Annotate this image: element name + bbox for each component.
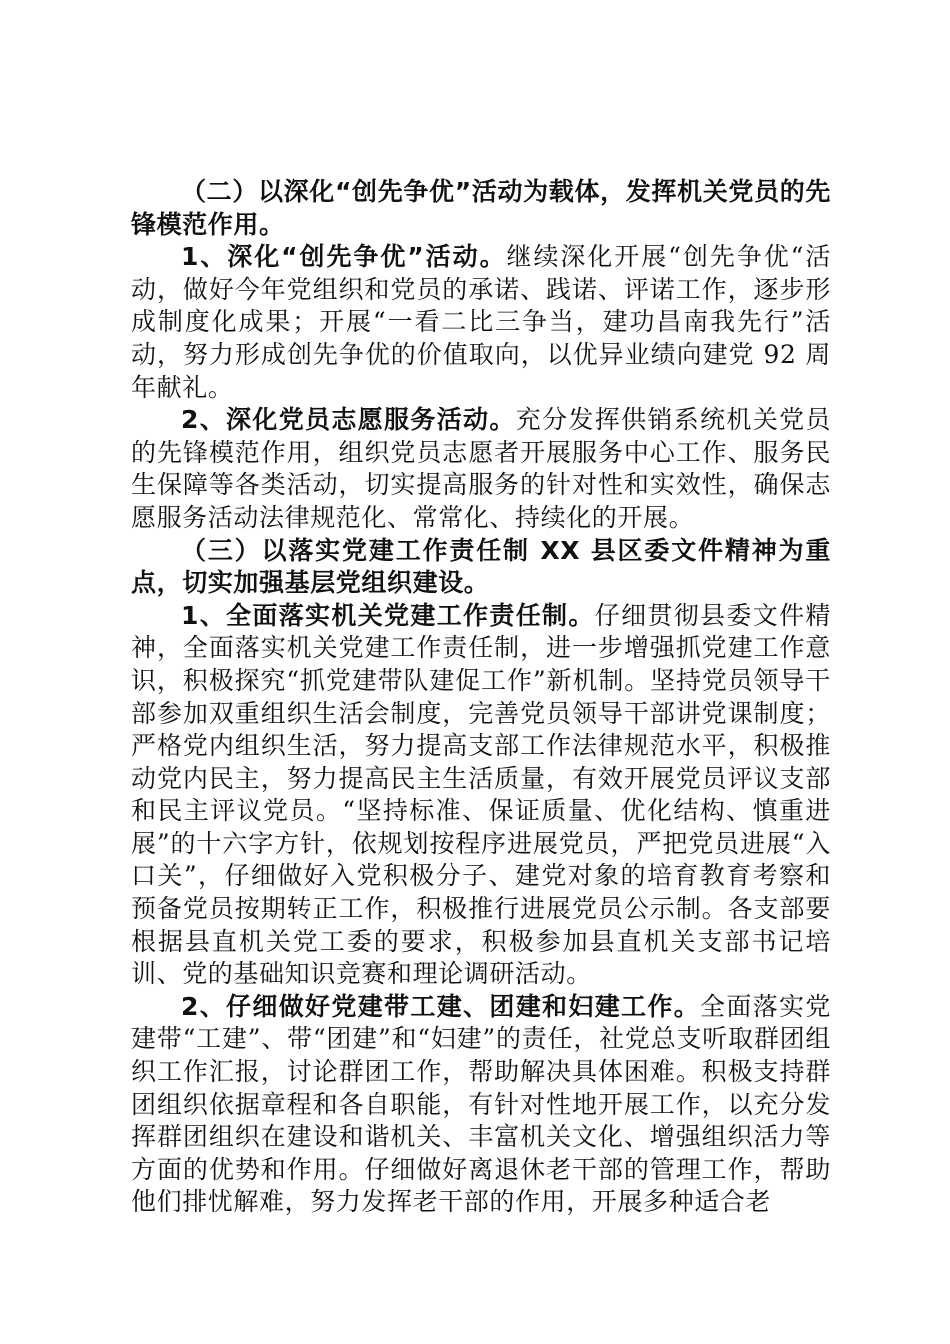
paragraph-2-1-lead: 1、深化“创先争优”活动。 <box>181 242 507 272</box>
document-body <box>131 176 831 1219</box>
paragraph-2-2 <box>131 404 831 534</box>
section-heading-2-text: （二）以深化“创先争优”活动为载体，发挥机关党员的先锋模范作用。 <box>131 177 831 239</box>
paragraph-2-1 <box>131 241 831 404</box>
paragraph-3-2-lead: 2、仔细做好党建带工建、团建和妇建工作。 <box>181 991 701 1021</box>
paragraph-2-2-lead: 2、深化党员志愿服务活动。 <box>181 405 516 435</box>
paragraph-2-2-body: 充分发挥供销系统机关党员的先锋模范作用，组织党员志愿者开展服务中心工作、服务民生保障等各类活动，切实提高服务的针对性和实效性，确保志愿服务活动法律规范化、常常化、持续化的开展。 <box>131 405 831 532</box>
paragraph-3-1 <box>131 600 831 991</box>
paragraph-3-1-lead: 1、全面落实机关党建工作责任制。 <box>181 600 595 630</box>
paragraph-2-1-body: 继续深化开展“创先争优“活动，做好今年党组织和党员的承诺、践诺、评诺工作，逐步形成制度化成果；开展“一看二比三争当，建功昌南我先行”活动，努力形成创先争优的价值取向，以优异业绩向建党 92 周年献礼。 <box>131 242 831 402</box>
paragraph-3-2-body: 全面落实党建带“工建”、带“团建”和“妇建”的责任，社党总支听取群团组织工作汇报，讨论群团工作，帮助解决具体困难。积极支持群团组织依据章程和各自职能，有针对性地开展工作，以充分发挥群团组织在建设和谐机关、丰富机关文化、增强组织活力等方面的优势和作用。仔细做好离退休老干部的管理工作，帮助他们排忧解难，努力发挥老干部的作用，开展多种适合老 <box>131 991 831 1217</box>
paragraph-3-2 <box>131 991 831 1219</box>
section-heading-2 <box>131 176 831 241</box>
section-heading-3-text: （三）以落实党建工作责任制 XX 县区委文件精神为重点，切实加强基层党组织建设。 <box>131 535 831 598</box>
section-heading-3 <box>131 535 831 600</box>
paragraph-3-1-body: 仔细贯彻县委文件精神，全面落实机关党建工作责任制，进一步增强抓党建工作意识，积极探究“抓党建带队建促工作”新机制。坚持党员领导干部参加双重组织生活会制度，完善党员领导干部讲党课制度；严格党内组织生活，努力提高支部工作法律规范水平，积极推动党内民主，努力提高民主生活质量，有效开展党员评议支部和民主评议党员。“坚持标准、保证质量、优化结构、慎重进展”的十六字方针，依规划按程序进展党员，严把党员进展“入口关”，仔细做好入党积极分子、建党对象的培育教育考察和预备党员按期转正工作，积极推行进展党员公示制。各支部要根据县直机关党工委的要求，积极参加县直机关支部书记培训、党的基础知识竞赛和理论调研活动。 <box>131 600 831 989</box>
